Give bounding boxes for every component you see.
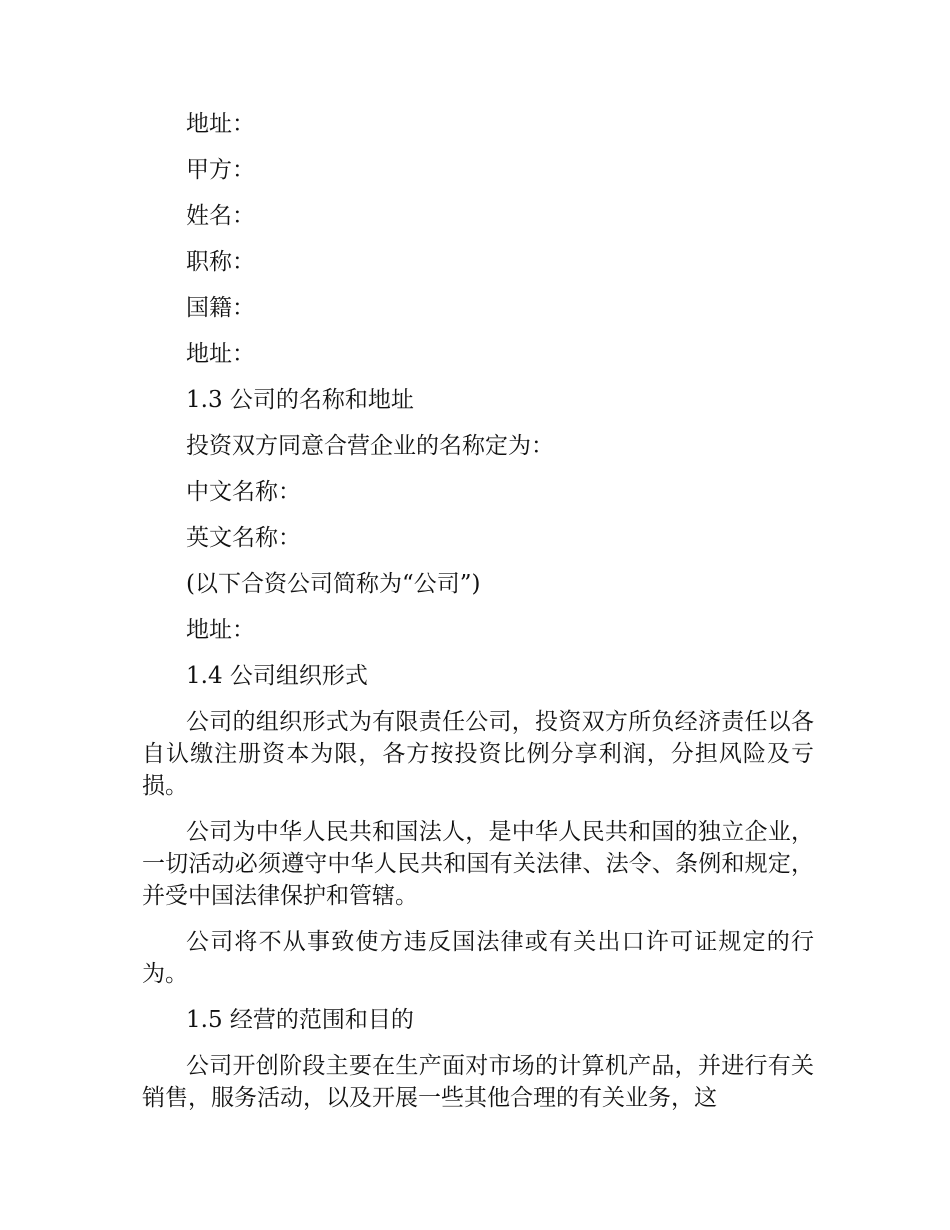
address-label-1: 地址： [186,111,255,137]
title-label: 职称： [186,249,255,275]
party-a-label: 甲方： [186,157,255,183]
company-name-intro: 投资双方同意合营企业的名称定为： [186,433,554,459]
document-page [142,108,814,1128]
section-heading-1-3: 1.3 公司的名称和地址 [186,387,414,413]
address-label-2: 地址： [186,341,255,367]
paragraph-legal-status: 公司为中华人民共和国法人，是中华人民共和国的独立企业，一切活动必须遵守中华人民共和国有关法律、法令、条例和规定，并受中国法律保护和管辖。 [142,819,814,909]
chinese-name-label: 中文名称： [186,479,301,505]
english-name-label: 英文名称： [186,525,301,551]
paragraph-organization-form: 公司的组织形式为有限责任公司，投资双方所负经济责任以各自认缴注册资本为限，各方按投资比例分享利润，分担风险及亏损。 [142,709,814,799]
section-heading-1-4: 1.4 公司组织形式 [186,663,368,689]
company-abbreviation-note: (以下合资公司简称为“公司”) [186,571,481,597]
section-heading-1-5: 1.5 经营的范围和目的 [186,1007,414,1033]
name-label: 姓名： [186,203,255,229]
address-label-3: 地址： [186,617,255,643]
nationality-label: 国籍： [186,295,255,321]
paragraph-business-scope: 公司开创阶段主要在生产面对市场的计算机产品，并进行有关销售，服务活动，以及开展一些其他合理的有关业务，这 [142,1053,814,1111]
paragraph-export-compliance: 公司将不从事致使方违反国法律或有关出口许可证规定的行为。 [142,929,814,987]
